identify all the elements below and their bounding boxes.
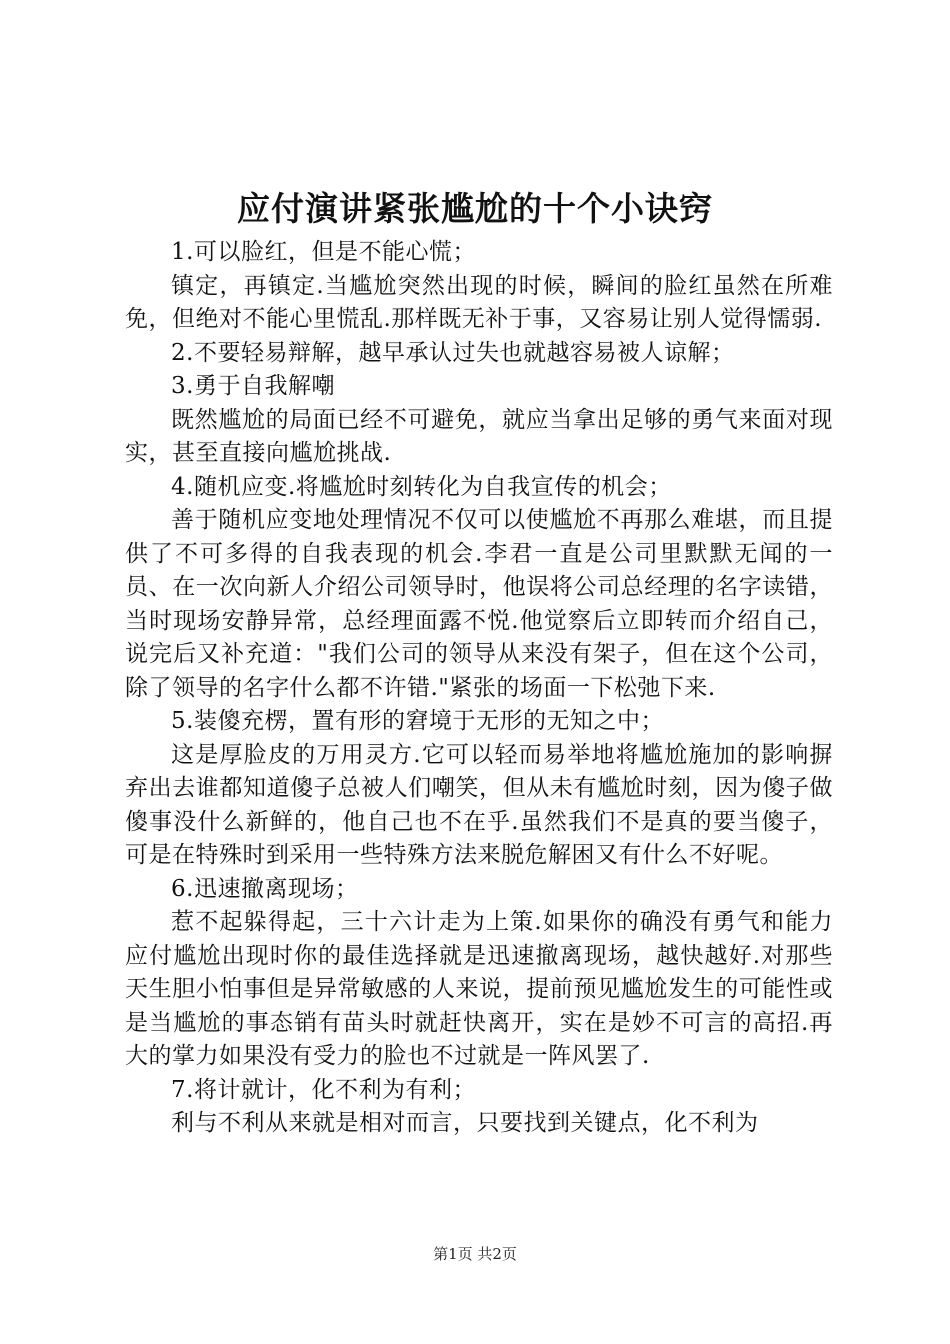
paragraph-9: 这是厚脸皮的万用灵方.它可以轻而易举地将尴尬施加的影响摒弃出去谁都知道傻子总被人们嘲笑，但从未有尴尬时刻，因为傻子做傻事没什么新鲜的，他自己也不在乎.虽然我们不是真的要当傻子，可是在特殊时到采用一些特殊方法来脱危解困又有什么不好呢。 [125, 741, 833, 868]
paragraph-7: 善于随机应变地处理情况不仅可以使尴尬不再那么难堪，而且提供了不可多得的自我表现的机会.李君一直是公司里默默无闻的一员、在一次向新人介绍公司领导时，他误将公司总经理的名字读错，当时现场安静异常，总经理面露不悦.他觉察后立即转而介绍自己，说完后又补充道："我们公司的领导从来没有架子，但在这个公司，除了领导的名字什么都不许错."紧张的场面一下松弛下来. [125, 507, 833, 701]
document-body [125, 236, 833, 1141]
paragraph-3: 2.不要轻易辩解，越早承认过失也就越容易被人谅解； [171, 339, 735, 366]
paragraph-2: 镇定，再镇定.当尴尬突然出现的时候，瞬间的脸红虽然在所难免，但绝对不能心里慌乱.那样既无补于事，又容易让别人觉得懦弱. [125, 272, 833, 332]
paragraph-10: 6.迅速撤离现场； [171, 875, 359, 902]
paragraph-5: 既然尴尬的局面已经不可避免，就应当拿出足够的勇气来面对现实，甚至直接向尴尬挑战. [125, 406, 833, 466]
paragraph-11: 惹不起躲得起，三十六计走为上策.如果你的确没有勇气和能力应付尴尬出现时你的最佳选择就是迅速撤离现场，越快越好.对那些天生胆小怕事但是异常敏感的人来说，提前预见尴尬发生的可能性或是当尴尬的事态销有苗头时就赶快离开，实在是妙不可言的高招.再大的掌力如果没有受力的脸也不过就是一阵风罢了. [125, 909, 833, 1069]
paragraph-12: 7.将计就计，化不利为有利； [171, 1076, 476, 1103]
page-title: 应付演讲紧张尴尬的十个小诀窍 [237, 189, 713, 228]
paragraph-8: 5.装傻充楞，置有形的窘境于无形的无知之中； [171, 708, 664, 734]
paragraph-4: 3.勇于自我解嘲 [171, 373, 335, 399]
paragraph-13: 利与不利从来就是相对而言，只要找到关键点，化不利为 [171, 1110, 759, 1136]
page-footer: 第1页 共2页 [433, 1245, 517, 1263]
paragraph-6: 4.随机应变.将尴尬时刻转化为自我宣传的机会； [171, 473, 672, 500]
paragraph-1: 1.可以脸红，但是不能心慌； [171, 239, 476, 265]
